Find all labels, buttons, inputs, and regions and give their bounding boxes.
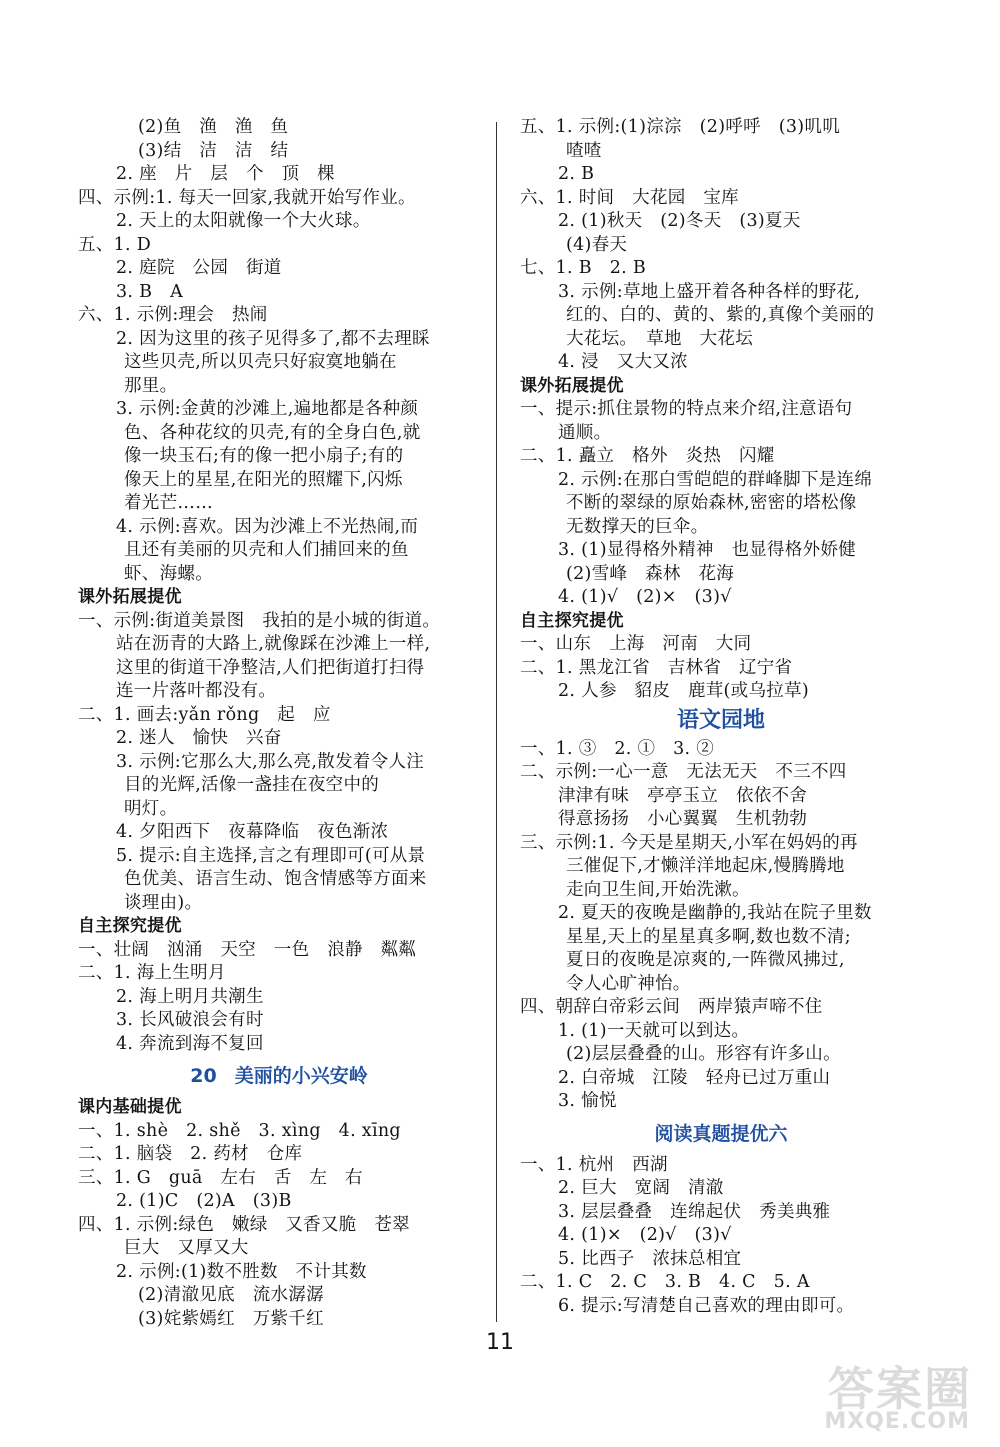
answer-line: 2. 迷人 愉快 兴奋 xyxy=(116,728,282,748)
answer-line: (2)雪峰 森林 花海 xyxy=(566,563,735,584)
answer-line: 3. (1)显得格外精神 也显得格外娇健 xyxy=(558,540,857,560)
left-column xyxy=(78,116,480,1331)
answer-line: 令人心旷神怡。 xyxy=(566,973,691,994)
answer-line: 星星,天上的星星真多啊,数也数不清; xyxy=(566,926,851,947)
answer-line: 红的、白的、黄的、紫的,真像个美丽的 xyxy=(566,305,875,325)
answer-line: 一、壮阔 汹涌 天空 一色 浪静 粼粼 xyxy=(78,939,417,960)
answer-line: 六、1. 示例:理会 热闹 xyxy=(78,305,268,325)
answer-line: 3. B A xyxy=(116,281,184,302)
section-title xyxy=(78,1056,480,1096)
answer-line: 虾、海螺。 xyxy=(124,563,213,584)
section-title-text: 阅读真题提优六 xyxy=(654,1122,788,1145)
answer-line: 连一片落叶都没有。 xyxy=(116,681,277,701)
answer-line: 2. 座 片 层 个 顶 棵 xyxy=(116,164,335,184)
answer-line: 无数撑天的巨伞。 xyxy=(566,516,709,537)
answer-line: 明灯。 xyxy=(124,798,178,819)
answer-line: 1. (1)一天就可以到达。 xyxy=(558,1020,750,1041)
answer-line: 通顺。 xyxy=(558,422,612,443)
column-divider xyxy=(496,122,497,1322)
answer-line: 二、示例:一心一意 无法无天 不三不四 xyxy=(520,762,847,782)
answer-line: 2. 天上的太阳就像一个大火球。 xyxy=(116,211,371,231)
answer-line: (2)鱼 渔 渔 鱼 xyxy=(138,117,289,137)
answer-line: 2. 海上明月共潮生 xyxy=(116,986,264,1007)
answer-line: 6. 提示:写清楚自己喜欢的理由即可。 xyxy=(558,1295,855,1316)
answer-line: 4. 浸 又大又浓 xyxy=(558,352,688,372)
answer-line: 这些贝壳,所以贝壳只好寂寞地躺在 xyxy=(124,352,397,372)
subsection-heading: 自主探究提优 xyxy=(78,916,182,936)
answer-line: 2. 白帝城 江陵 轻舟已过万重山 xyxy=(558,1067,831,1088)
answer-line: 一、示例:街道美景图 我拍的是小城的街道。 xyxy=(78,610,441,631)
answer-line: 3. 层层叠叠 连绵起伏 秀美典雅 xyxy=(558,1201,831,1222)
answer-line: 一、提示:抓住景物的特点来介绍,注意语句 xyxy=(520,399,853,419)
answer-line: (2)清澈见底 流水潺潺 xyxy=(138,1285,324,1305)
answer-line: 一、1. 杭州 西湖 xyxy=(520,1154,668,1175)
answer-line: 3. 示例:草地上盛开着各种各样的野花, xyxy=(558,281,861,302)
answer-line: 四、朝辞白帝彩云间 两岸猿声啼不住 xyxy=(520,997,823,1017)
page-number: 11 xyxy=(486,1330,514,1355)
subsection-heading: 课外拓展提优 xyxy=(78,587,182,607)
answer-line: (3)结 洁 洁 结 xyxy=(138,140,289,161)
section-title xyxy=(520,704,922,738)
right-column xyxy=(520,116,922,1318)
subsection-heading: 课内基础提优 xyxy=(78,1097,182,1117)
answer-line: 二、1. 海上生明月 xyxy=(78,963,226,983)
lesson-number: 20 xyxy=(190,1065,217,1087)
answer-line: 5. 提示:自主选择,言之有理即可(可从景 xyxy=(116,845,426,866)
answer-line: 三、1. G guā 左右 舌 左 右 xyxy=(78,1167,363,1188)
answer-line: 2. 庭院 公园 街道 xyxy=(116,258,282,278)
answer-line: 色、各种花纹的贝壳,有的全身白色,就 xyxy=(124,422,421,443)
watermark-logo xyxy=(778,1349,978,1439)
answer-line: 一、山东 上海 河南 大同 xyxy=(520,634,752,654)
watermark-url: MXQE.COM xyxy=(824,1409,970,1434)
answer-line: 2. 巨大 宽阔 清澈 xyxy=(558,1178,724,1198)
answer-line: 二、1. 黑龙江省 吉林省 辽宁省 xyxy=(520,657,793,678)
answer-line: 二、1. 矗立 格外 炎热 闪耀 xyxy=(520,446,775,466)
answer-line: 像一块玉石;有的像一把小扇子;有的 xyxy=(124,446,404,466)
answer-line: (2)层层叠叠的山。形容有许多山。 xyxy=(566,1044,841,1064)
answer-line: 大花坛。 草地 大花坛 xyxy=(566,328,754,349)
answer-line: (4)春天 xyxy=(566,234,628,255)
answer-line: 2. (1)秋天 (2)冬天 (3)夏天 xyxy=(558,211,801,231)
answer-line: 着光芒…… xyxy=(124,493,213,513)
answer-line: 七、1. B 2. B xyxy=(520,258,647,278)
answer-line: 四、示例:1. 每天一回家,我就开始写作业。 xyxy=(78,187,416,208)
answer-line: 2. 示例:(1)数不胜数 不计其数 xyxy=(116,1261,367,1282)
answer-line: 色优美、语言生动、饱含情感等方面来 xyxy=(124,869,427,889)
answer-line: 二、1. 脑袋 2. 药材 仓库 xyxy=(78,1144,303,1164)
answer-line: 4. 奔流到海不复回 xyxy=(116,1033,264,1054)
answer-line: 得意扬扬 小心翼翼 生机勃勃 xyxy=(558,809,808,829)
answer-line: 3. 示例:它那么大,那么亮,散发着令人注 xyxy=(116,751,425,772)
answer-line: 五、1. 示例:(1)淙淙 (2)呼呼 (3)叽叽 xyxy=(520,117,841,137)
answer-line: 四、1. 示例:绿色 嫩绿 又香又脆 苍翠 xyxy=(78,1214,410,1235)
subsection-heading: 课外拓展提优 xyxy=(520,375,624,396)
answer-line: 谈理由)。 xyxy=(124,892,203,913)
answer-line: 一、1. shè 2. shě 3. xìng 4. xīng xyxy=(78,1120,401,1141)
answer-line: 这里的街道干净整洁,人们把街道打扫得 xyxy=(116,657,425,678)
answer-line: 2. B xyxy=(558,164,595,184)
answer-line: 夏日的夜晚是凉爽的,一阵微风拂过, xyxy=(566,950,845,970)
answer-line: 2. 夏天的夜晚是幽静的,我站在院子里数 xyxy=(558,903,872,923)
answer-line: 3. 长风破浪会有时 xyxy=(116,1010,264,1030)
section-title-text: 美丽的小兴安岭 xyxy=(234,1065,368,1087)
answer-line: 五、1. D xyxy=(78,234,152,255)
answer-line: 3. 愉悦 xyxy=(558,1091,617,1111)
answer-line: 像天上的星星,在阳光的照耀下,闪烁 xyxy=(124,469,403,490)
answer-line: 2. 因为这里的孩子见得多了,都不去理睬 xyxy=(116,328,430,349)
answer-line: 目的光辉,活像一盏挂在夜空中的 xyxy=(124,775,380,795)
answer-line: 且还有美丽的贝壳和人们捕回来的鱼 xyxy=(124,540,409,560)
answer-line: 二、1. 画去:yǎn rǒng 起 应 xyxy=(78,704,331,725)
answer-line: 2. (1)C (2)A (3)B xyxy=(116,1191,292,1211)
answer-line: 巨大 又厚又大 xyxy=(124,1238,249,1258)
answer-line: 站在沥青的大路上,就像踩在沙滩上一样, xyxy=(116,634,431,654)
answer-line: 六、1. 时间 大花园 宝库 xyxy=(520,187,739,208)
answer-line: 4. 夕阳西下 夜幕降临 夜色渐浓 xyxy=(116,822,389,842)
answer-line: 3. 示例:金黄的沙滩上,遍地都是各种颜 xyxy=(116,399,419,419)
answer-line: 4. (1)× (2)√ (3)√ xyxy=(558,1225,732,1245)
answer-line: 一、1. ③ 2. ① 3. ② xyxy=(520,738,715,759)
section-title-text: 语文园地 xyxy=(676,707,765,733)
answer-line: 2. 人参 貂皮 鹿茸(或乌拉草) xyxy=(558,681,810,701)
answer-line: 二、1. C 2. C 3. B 4. C 5. A xyxy=(520,1272,810,1292)
answer-line: 三、示例:1. 今天是星期天,小军在妈妈的再 xyxy=(520,832,858,853)
watermark-text: 答案圈 xyxy=(828,1362,972,1416)
answer-line: 那里。 xyxy=(124,375,178,396)
answer-line: 2. 示例:在那白雪皑皑的群峰脚下是连绵 xyxy=(558,469,873,490)
answer-line: 不断的翠绿的原始森林,密密的塔松像 xyxy=(566,493,857,513)
answer-line: 津津有味 亭亭玉立 依依不舍 xyxy=(558,785,808,806)
answer-line: 三催促下,才懒洋洋地起床,慢腾腾地 xyxy=(566,856,845,876)
answer-line: 喳喳 xyxy=(566,140,602,161)
subsection-heading: 自主探究提优 xyxy=(520,610,624,631)
answer-line: 走向卫生间,开始洗漱。 xyxy=(566,879,750,900)
answer-line: 4. 示例:喜欢。因为沙滩上不光热闹,而 xyxy=(116,516,419,537)
answer-line: 4. (1)√ (2)× (3)√ xyxy=(558,587,732,607)
section-title xyxy=(520,1114,922,1154)
answer-line: (3)姹紫嫣红 万紫千红 xyxy=(138,1308,324,1329)
answer-line: 5. 比西子 浓抹总相宜 xyxy=(558,1248,742,1269)
